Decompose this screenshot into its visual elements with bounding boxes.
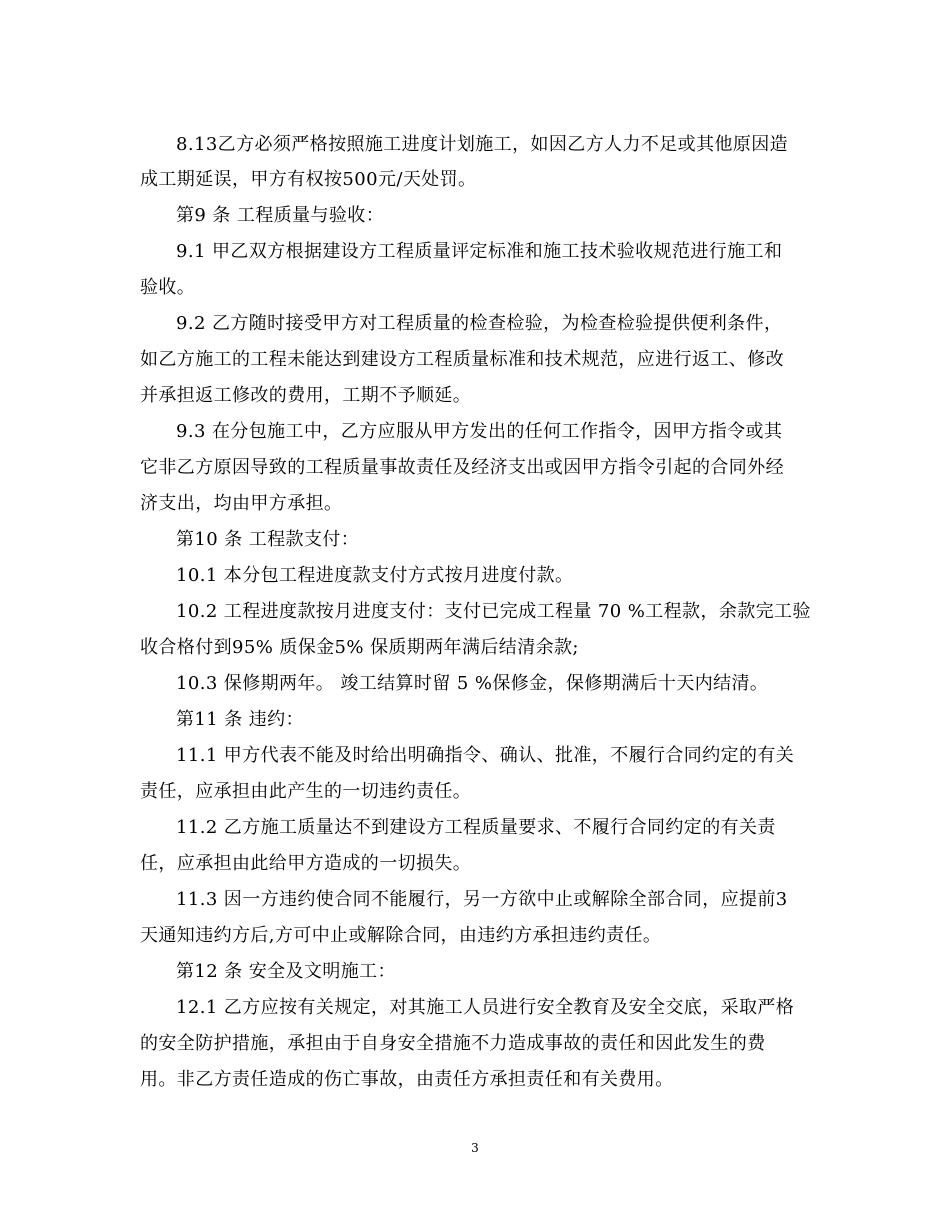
clause-9-2-line-2: 如乙方施工的工程未能达到建设方工程质量标准和技术规范，应进行返工、修改 (140, 349, 784, 370)
clause-10-3-line-1: 10.3 保修期两年。 竣工结算时留 5 %保修金，保修期满后十天内结清。 (176, 673, 769, 694)
clause-9-3-line-1: 9.3 在分包施工中，乙方应服从甲方发出的任何工作指令，因甲方指令或其 (176, 421, 783, 442)
article-11-heading: 第11 条 违约： (176, 709, 304, 730)
clause-10-2-line-1: 10.2 工程进度款按月进度支付：支付已完成工程量 70 %工程款，余款完工验 (176, 601, 811, 622)
clause-9-3-line-2: 它非乙方原因导致的工程质量事故责任及经济支出或因甲方指令引起的合同外经 (140, 457, 784, 478)
clause-9-2-line-3: 并承担返工修改的费用，工期不予顺延。 (140, 385, 472, 406)
clause-12-1-line-2: 的安全防护措施，承担由于自身安全措施不力造成事故的责任和因此发生的费 (140, 1033, 766, 1054)
clause-11-1-line-1: 11.1 甲方代表不能及时给出明确指令、确认、批准，不履行合同约定的有关 (176, 745, 795, 766)
clause-9-1-line-1: 9.1 甲乙双方根据建设方工程质量评定标准和施工技术验收规范进行施工和 (176, 241, 783, 262)
clause-11-1-line-2: 责任，应承担由此产生的一切违约责任。 (140, 781, 472, 802)
clause-12-1-line-3: 用。非乙方责任造成的伤亡事故，由责任方承担责任和有关费用。 (140, 1069, 674, 1090)
article-10-heading: 第10 条 工程款支付： (176, 529, 360, 550)
clause-11-3-line-2: 天通知违约方后,方可中止或解除合同，由违约方承担违约责任。 (140, 925, 662, 946)
clause-10-2-line-2: 收合格付到95% 质保金5% 保质期两年满后结清余款; (140, 637, 579, 658)
article-9-heading: 第9 条 工程质量与验收： (176, 205, 385, 226)
article-12-heading: 第12 条 安全及文明施工： (176, 961, 396, 982)
clause-10-1-line-1: 10.1 本分包工程进度款支付方式按月进度付款。 (176, 565, 574, 586)
clause-8-13-line-2: 成工期延误，甲方有权按500元/天处罚。 (140, 169, 477, 190)
clause-9-2-line-1: 9.2 乙方随时接受甲方对工程质量的检查检验，为检查检验提供便利条件， (176, 313, 783, 334)
clause-11-3-line-1: 11.3 因一方违约使合同不能履行，另一方欲中止或解除全部合同，应提前3 (176, 889, 788, 910)
clause-8-13-line-1: 8.13乙方必须严格按照施工进度计划施工，如因乙方人力不足或其他原因造 (176, 134, 789, 155)
clause-12-1-line-1: 12.1 乙方应按有关规定，对其施工人员进行安全教育及安全交底，采取严格 (176, 997, 795, 1018)
clause-9-1-line-2: 验收。 (140, 277, 196, 298)
clause-9-3-line-3: 济支出，均由甲方承担。 (140, 493, 343, 514)
clause-11-2-line-2: 任，应承担由此给甲方造成的一切损失。 (140, 853, 472, 874)
clause-11-2-line-1: 11.2 乙方施工质量达不到建设方工程质量要求、不履行合同约定的有关责 (176, 817, 776, 838)
page-number: 3 (471, 1141, 479, 1155)
